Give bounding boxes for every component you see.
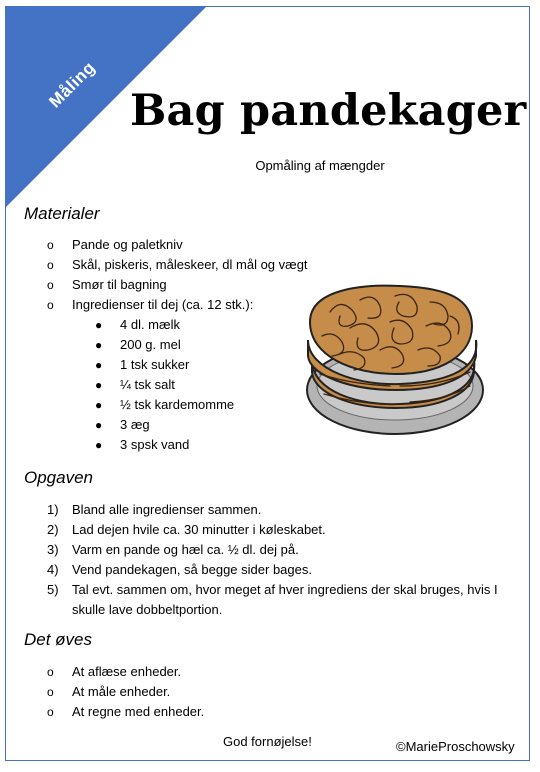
circle-bullet-icon: o [47,238,54,252]
list-item-text: At aflæse enheder. [72,664,182,679]
ingredients-list [95,315,235,455]
dot-bullet-icon: ● [95,338,103,352]
ingredient-item [95,335,234,355]
badge-label: Måling [45,57,99,112]
step-text: Varm en pande og hæl ca. ½ dl. dej på. [72,542,299,557]
ingredient-text: ¼ tsk salt [120,377,175,392]
task-step [47,580,498,600]
ingredient-item [95,315,234,335]
step-text: Bland alle ingredienser sammen. [72,502,262,517]
dot-bullet-icon: ● [95,398,103,412]
ingredient-text: 3 æg [120,417,150,432]
ingredient-text: 3 spsk vand [120,437,190,452]
step-number: 3) [47,542,59,557]
step-number: 1) [47,502,59,517]
list-item [47,682,204,702]
step-text: skulle lave dobbeltportion. [72,602,223,617]
ingredient-text: ½ tsk kardemomme [120,397,235,412]
list-item [47,275,308,295]
circle-bullet-icon: o [47,298,54,312]
closing-text: God fornøjelse! [223,734,312,749]
ingredient-item [95,415,234,435]
dot-bullet-icon: ● [95,438,103,452]
list-item-text: Skål, piskeris, måleskeer, dl mål og vægt [72,257,308,272]
list-item-text: At regne med enheder. [72,704,205,719]
practice-heading: Det øves [24,630,93,649]
list-item [47,662,204,682]
task-step [47,540,498,560]
circle-bullet-icon: o [47,705,54,719]
step-number: 4) [47,562,59,577]
list-item [47,255,308,275]
circle-bullet-icon: o [47,685,54,699]
task-step-continuation [72,600,498,620]
task-step [47,560,498,580]
ingredient-text: 200 g. mel [120,337,181,352]
pancake-stack-icon [300,282,490,440]
task-step [47,500,498,520]
materials-heading: Materialer [24,204,100,223]
task-steps [47,500,498,620]
list-item [47,295,308,315]
circle-bullet-icon: o [47,258,54,272]
list-item [47,235,308,255]
materials-list [47,235,308,315]
task-step [47,520,498,540]
page-title: Bag pandekager [130,86,527,136]
step-number: 2) [47,522,59,537]
dot-bullet-icon: ● [95,318,103,332]
circle-bullet-icon: o [47,665,54,679]
list-item-text: At måle enheder. [72,684,171,699]
ingredient-item [95,435,234,455]
ingredient-text: 1 tsk sukker [120,357,190,372]
copyright-text: ©MarieProschowsky [396,739,515,754]
list-item [47,702,205,722]
list-item-text: Ingredienser til dej (ca. 12 stk.): [72,297,254,312]
ingredient-text: 4 dl. mælk [120,317,180,332]
step-number: 5) [47,582,59,597]
step-text: Tal evt. sammen om, hvor meget af hver ingrediens der skal bruges, hvis I [72,582,498,597]
list-item-text: Smør til bagning [72,277,167,292]
ingredient-item [95,375,234,395]
task-heading: Opgaven [24,468,93,487]
ingredient-item [95,395,235,415]
dot-bullet-icon: ● [95,358,103,372]
dot-bullet-icon: ● [95,378,103,392]
list-item-text: Pande og paletkniv [72,237,183,252]
practice-list [47,662,205,722]
step-text: Lad dejen hvile ca. 30 minutter i køleskabet. [72,522,326,537]
dot-bullet-icon: ● [95,418,103,432]
ingredient-item [95,355,234,375]
circle-bullet-icon: o [47,278,54,292]
step-text: Vend pandekagen, så begge sider bages. [72,562,312,577]
page-subtitle: Opmåling af mængder [255,158,385,173]
